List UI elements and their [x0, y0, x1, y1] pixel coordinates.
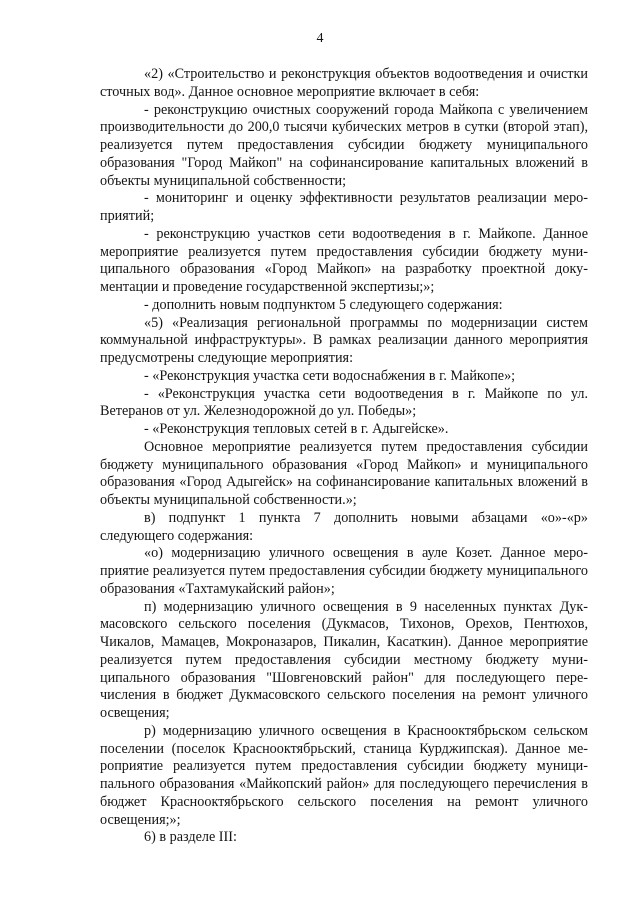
paragraph-main-measure: Основное мероприятие реализуется путем предоставления субсидии бюджету муниципального образования «Город Майкоп» и муниципального образования «Город Адыгейск» на софинансирование капитальных вложений в объекты муниципальной собственности.»;	[100, 438, 588, 508]
paragraph-monitoring: - мониторинг и оценку эффективности результатов реализации мероприятий;	[100, 190, 588, 224]
paragraph-subitem-5: «5) «Реализация региональной программы по модернизации систем коммунальной инфраструктуры». В рамках реализации данного мероприятия предусмотрены следующие мероприятия:	[100, 314, 588, 366]
list-item-sewer-veteranov: - «Реконструкция участка сети водоотведения в г. Майкопе по ул. Ветеранов от ул. Железнодорожной до ул. Победы»;	[100, 385, 588, 420]
list-item-heating-adygeysk: - «Реконструкция тепловых сетей в г. Адыгейске».	[144, 421, 449, 437]
page-number: 4	[316, 31, 324, 46]
paragraph-sewer-reconstruction: - реконструкцию участков сети водоотведения в г. Майкопе. Данное мероприятие реализуется путем предоставления субсидии бюджету муниципального образования «Город Майкоп» на разработку проектной документации и проведение государственной экспертизы;»;	[100, 225, 588, 295]
paragraph-item-o: «о) модернизацию уличного освещения в ауле Козет. Данное мероприятие реализуется путем предоставления субсидии бюджету муниципального образования «Тахтамукайский район»;	[100, 545, 588, 597]
paragraph-section-3: 6) в разделе III:	[144, 829, 237, 846]
list-item-water-supply: - «Реконструкция участка сети водоснабжения в г. Майкопе»;	[144, 367, 516, 384]
paragraph-item-r: р) модернизацию уличного освещения в Краснооктябрьском сельском поселении (поселок Краснооктябрьский, станица Курджипская). Данное мероприятие реализуется путем предоставления субсидии бюджету муниципального образования «Майкопский район» для последующего перечисления в бюджет Краснооктябрьского сельского поселения на ремонт уличного освещения;»;	[100, 722, 588, 828]
document-body	[100, 66, 588, 847]
paragraph-section-2-intro: «2) «Строительство и реконструкция объектов водоотведения и очистки сточных вод». Данное основное мероприятие включает в себя:	[100, 66, 588, 100]
paragraph-subitem-v: в) подпункт 1 пункта 7 дополнить новыми абзацами «о»-«р» следующего содержания:	[100, 509, 588, 544]
paragraph-treatment-facilities: - реконструкцию очистных сооружений города Майкопа с увеличением производительности до 200,0 тысячи кубических метров в сутки (второй этап), реализуется путем предоставления субсидии бюджету муниципального образования "Город Майкоп" на софинансирование капитальных вложений в объекты муниципальной собственности;	[100, 101, 588, 189]
paragraph-item-p: п) модернизацию уличного освещения в 9 населенных пунктах Дукмасовского сельского поселения (Дукмасов, Тихонов, Орехов, Пентюхов, Чикалов, Мамацев, Мокроназаров, Пикалин, Касаткин). Данное мероприятие реализуется путем предоставления субсидии местному бюджету муниципального образования "Шовгеновский район" для последующего перечисления в бюджет Дукмасовского сельского поселения на ремонт уличного освещения;	[100, 598, 588, 721]
paragraph-add-subitem-5: - дополнить новым подпунктом 5 следующего содержания:	[144, 296, 503, 313]
